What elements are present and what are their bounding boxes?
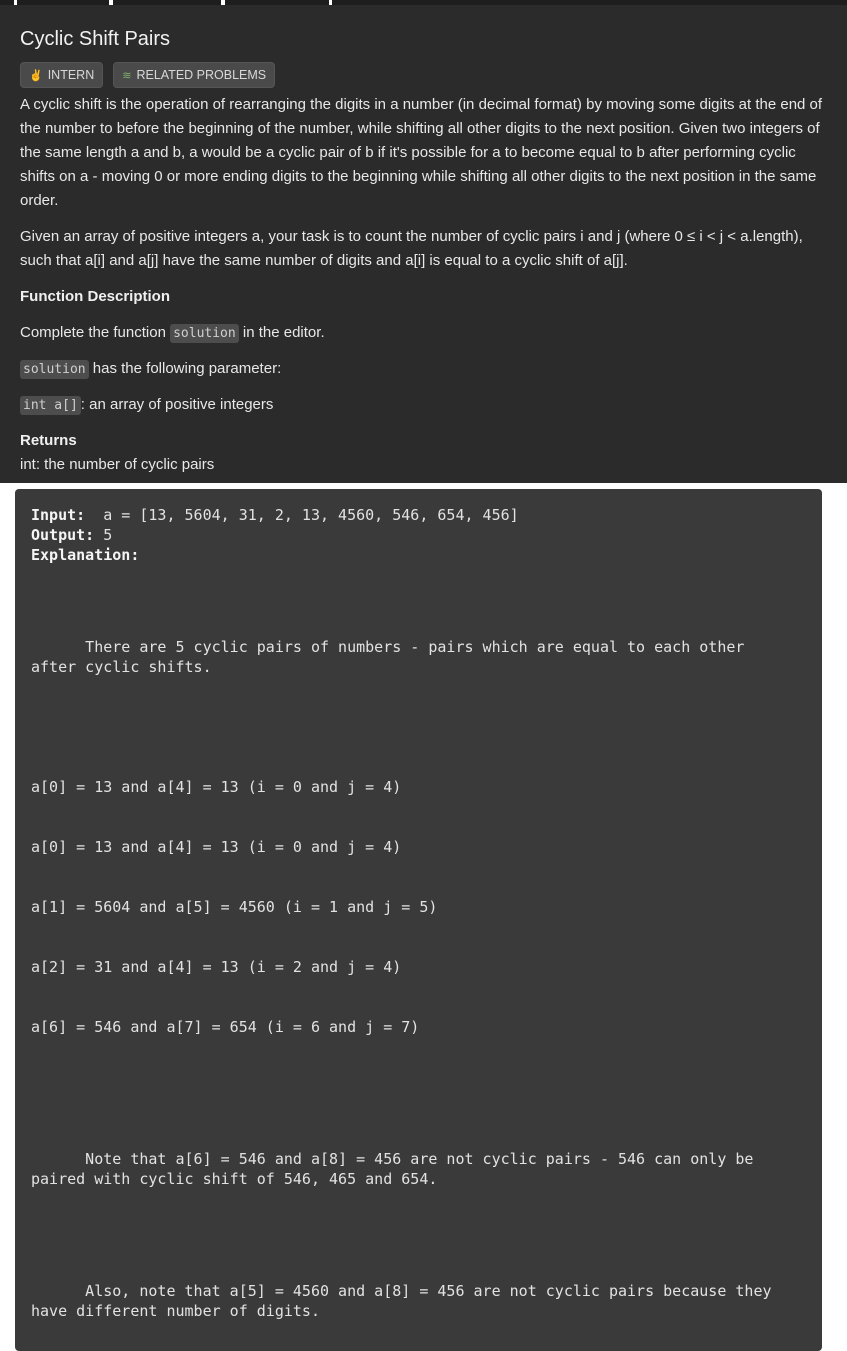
pair-line: a[2] = 31 and a[4] = 13 (i = 2 and j = 4) bbox=[31, 958, 402, 976]
pair-line: a[0] = 13 and a[4] = 13 (i = 0 and j = 4) bbox=[31, 838, 402, 856]
pair-line: a[0] = 13 and a[4] = 13 (i = 0 and j = 4) bbox=[31, 778, 402, 796]
example-input-line bbox=[31, 505, 519, 525]
argument-line bbox=[20, 393, 832, 418]
example-block bbox=[15, 489, 822, 1351]
explanation-line: after cyclic shifts. bbox=[31, 658, 212, 676]
note-line: Note that a[6] = 546 and a[8] = 456 are not cyclic pairs - 546 can only be bbox=[31, 1150, 754, 1168]
pair-line: a[1] = 5604 and a[5] = 4560 (i = 1 and j = 5) bbox=[31, 898, 438, 916]
description-paragraph: A cyclic shift is the operation of rearranging the digits in a number (in decimal format) by moving some digits at the end of the number to before the beginning of the number, while shifting all other digits to the next position. Given two integers of the same length a and b, a would be a cyclic pair of b if it's possible for a to become equal to b after performing cyclic shifts on a - moving 0 or more ending digits to the beginning while shifting all other digits to the next position in the same order. bbox=[20, 96, 823, 209]
problem-panel bbox=[0, 5, 847, 483]
complete-function-line bbox=[20, 321, 832, 346]
intern-tag[interactable] bbox=[20, 62, 103, 88]
tag-label: INTERN bbox=[47, 68, 95, 82]
explanation-line: There are 5 cyclic pairs of numbers - pairs which are equal to each other bbox=[31, 638, 745, 656]
tag-label: RELATED PROBLEMS bbox=[136, 68, 267, 82]
input-label: Input: bbox=[31, 506, 86, 524]
returns-text: int: the number of cyclic pairs bbox=[20, 456, 215, 473]
example-explanation-label bbox=[31, 545, 139, 565]
output-label: Output: bbox=[31, 526, 95, 544]
problem-title: Cyclic Shift Pairs bbox=[20, 28, 171, 50]
function-name-code: solution bbox=[170, 324, 239, 343]
tag-row bbox=[20, 62, 275, 88]
note-line: paired with cyclic shift of 546, 465 and 654. bbox=[31, 1170, 438, 1188]
output-value: 5 bbox=[94, 526, 113, 544]
input-value: a = [13, 5604, 31, 2, 13, 4560, 546, 654, 456] bbox=[85, 506, 519, 524]
parameter-line bbox=[20, 357, 832, 382]
complete-text-pre: Complete the function bbox=[20, 324, 171, 341]
complete-text-post: in the editor. bbox=[238, 324, 325, 341]
parameter-text: has the following parameter: bbox=[88, 360, 282, 377]
note-line: have different number of digits. bbox=[31, 1302, 320, 1320]
example-output-line bbox=[31, 525, 112, 545]
books-icon: ≋ bbox=[122, 69, 132, 82]
pair-line: a[6] = 546 and a[7] = 654 (i = 6 and j = 7) bbox=[31, 1018, 420, 1036]
task-paragraph: Given an array of positive integers a, your task is to count the number of cyclic pairs i and j (where 0 ≤ i < j < a.length), such that a[i] and a[j] have the same number of digits and a[i] is equal to a cyclic shift of a[j]. bbox=[20, 228, 803, 269]
argument-text: : an array of positive integers bbox=[80, 396, 274, 413]
page-edge bbox=[832, 483, 847, 1351]
returns-heading: Returns bbox=[20, 432, 77, 449]
hand-icon: ✌ bbox=[29, 69, 43, 82]
related-problems-tag[interactable] bbox=[113, 62, 275, 88]
explanation-label: Explanation: bbox=[31, 546, 140, 564]
argument-code: int a[] bbox=[20, 396, 81, 415]
function-description-heading: Function Description bbox=[20, 288, 170, 305]
function-name-code: solution bbox=[20, 360, 89, 379]
note-line: Also, note that a[5] = 4560 and a[8] = 456 are not cyclic pairs because they bbox=[31, 1282, 772, 1300]
